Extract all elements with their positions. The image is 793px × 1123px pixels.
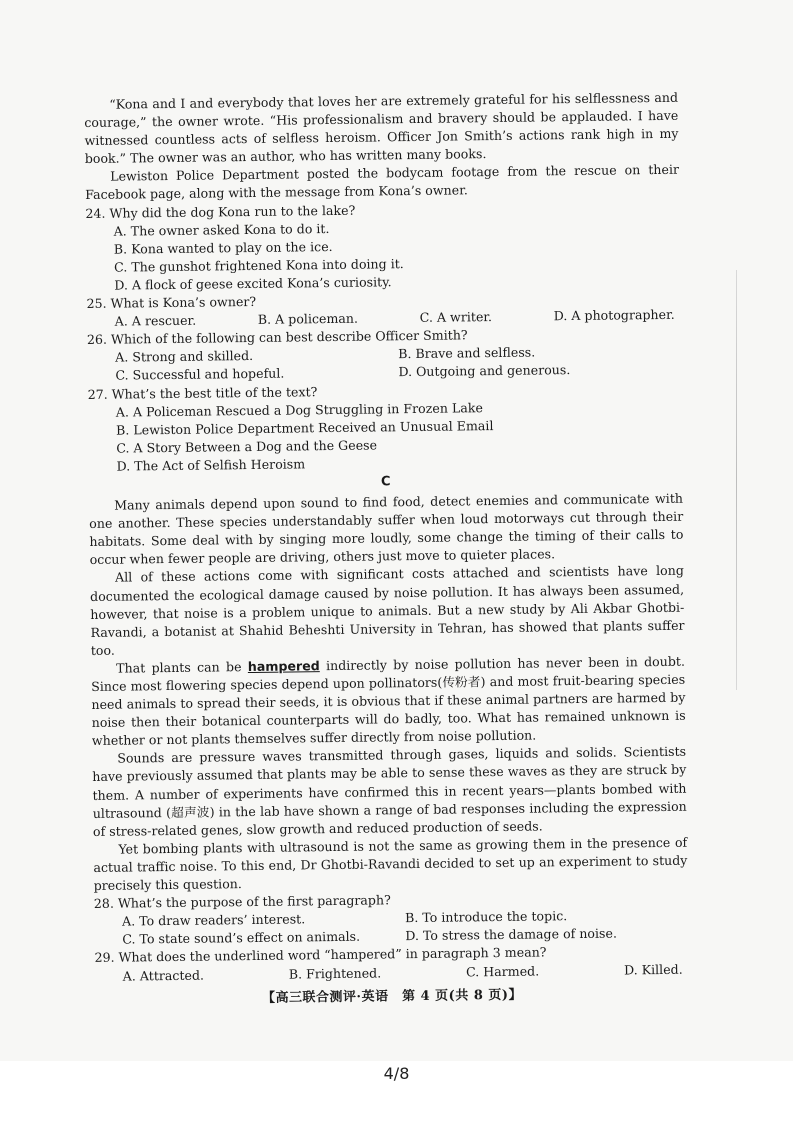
question-stem: 25. What is Kona’s owner?: [86, 293, 257, 312]
question-24: [85, 197, 680, 295]
option-d: D. A flock of geese excited Kona’s curiosity.: [114, 274, 392, 293]
underlined-word-hampered: hampered: [247, 658, 320, 674]
option-d: D. The Act of Selfish Heroism: [116, 456, 306, 474]
option-a: A. A rescuer.: [114, 312, 197, 329]
question-stem: 27. What’s the best title of the text?: [87, 383, 318, 402]
option-a: A. To draw readers’ interest.: [121, 911, 306, 929]
option-c: C. To state sound’s effect on animals.: [122, 929, 361, 947]
scan-shadow-line: [736, 270, 737, 690]
question-28: [94, 888, 689, 950]
passage-c-paragraph-4: Sounds are pressure waves transmitted through gases, liquids and solids. Scientists have previously assumed that plants may be able to sense these waves as they are struck by them. A number of experiments have confirmed this in recent years—plants bombed with ultrasound (超声波) in the lab have shown a range of bad responses including the expression of stress-related genes, slow growth and reduced production of seeds.: [92, 744, 687, 839]
document-body: [84, 89, 689, 1010]
option-b: B. Frightened.: [288, 964, 382, 982]
passage-b-paragraph-1: “Kona and I and everybody that loves her are extremely grateful for his selflessness and courage,” the owner wrote. “His professionalism and bravery should be applauded. I have witnessed countless acts of selfless heroism. Officer Jon Smith’s actions rank high in my book.” The owner was an author, who has written many books.: [84, 89, 679, 167]
passage-c-paragraph-3: [91, 653, 686, 751]
question-27: [88, 378, 683, 476]
question-26: [87, 324, 682, 386]
option-d: D. A photographer.: [553, 306, 675, 324]
question-stem: 28. What’s the purpose of the first paragraph?: [93, 892, 391, 912]
option-b: B. To introduce the topic.: [404, 908, 568, 926]
question-25: [86, 288, 680, 331]
option-a: A. Strong and skilled.: [115, 348, 254, 365]
page-indicator-bar: [0, 1061, 793, 1123]
option-c: C. A writer.: [419, 309, 493, 326]
option-b: B. Brave and selfless.: [398, 344, 536, 362]
option-c: C. Successful and hopeful.: [115, 365, 285, 384]
question-29: [94, 942, 688, 985]
passage-c-paragraph-5: Yet bombing plants with ultrasound is not the same as growing them in the presence of actual traffic noise. To this end, Dr Ghotbi-Ravandi decided to set up an experiment to study precisely this question.: [93, 834, 688, 893]
paragraph-text-after: indirectly by noise pollution has never been in doubt. Since most flowering species depend upon pollinators(传粉者) and most fruit-bearing species need animals to spread their seeds, it is obvious that if these animal partners are harmed by noise then their botanical counterparts will do badly, too. What has remained unknown is whether or not plants themselves suffer directly from noise pollution.: [91, 653, 686, 749]
option-c: C. The gunshot frightened Kona into doing it.: [113, 255, 404, 275]
option-d: D. Outgoing and generous.: [398, 362, 571, 380]
passage-c-paragraph-1: Many animals depend upon sound to find food, detect enemies and communicate with one another. These species understandably suffer when loud motorways cut through their habitats. Some deal with by singing more loudly, some change the timing of their calls to occur when fewer people are driving, others just move to quieter places.: [89, 490, 684, 568]
option-d: D. Killed.: [623, 961, 683, 977]
paragraph-text-before: That plants can be: [116, 658, 248, 676]
option-b: B. Lewiston Police Department Received an Unusual Email: [115, 417, 494, 438]
question-stem: 24. Why did the dog Kona run to the lake?: [85, 202, 356, 221]
option-b: B. Kona wanted to play on the ice.: [113, 238, 333, 257]
option-c: C. A Story Between a Dog and the Geese: [116, 437, 378, 456]
section-heading-c: C: [380, 474, 391, 490]
option-a: A. The owner asked Kona to do it.: [113, 220, 330, 239]
option-a: A. A Policeman Rescued a Dog Struggling in Frozen Lake: [115, 399, 483, 420]
question-stem: 26. Which of the following can best describe Officer Smith?: [86, 327, 468, 348]
passage-b-paragraph-2: Lewiston Police Department posted the bodycam footage from the rescue on their Facebook page, along with the message from Kona’s owner.: [85, 162, 680, 203]
page-footer: 【高三联合测评·英语 第 4 页(共 8 页)】: [261, 987, 523, 1006]
option-c: C. Harmed.: [465, 963, 540, 979]
question-stem: 29. What does the underlined word “hampered” in paragraph 3 mean?: [94, 944, 547, 966]
option-a: A. Attracted.: [122, 967, 205, 984]
page-indicator: 4/8: [383, 1064, 410, 1083]
option-d: D. To stress the damage of noise.: [405, 925, 618, 944]
option-b: B. A policeman.: [257, 310, 359, 328]
passage-c-paragraph-2: All of these actions come with significant costs attached and scientists have long documented the ecological damage caused by noise pollution. It has always been assumed, however, that noise is a problem unique to animals. But a new study by Ali Akbar Ghotbi-Ravandi, a botanist at Shahid Beheshti University in Tehran, has showed that plants suffer too.: [90, 563, 685, 658]
